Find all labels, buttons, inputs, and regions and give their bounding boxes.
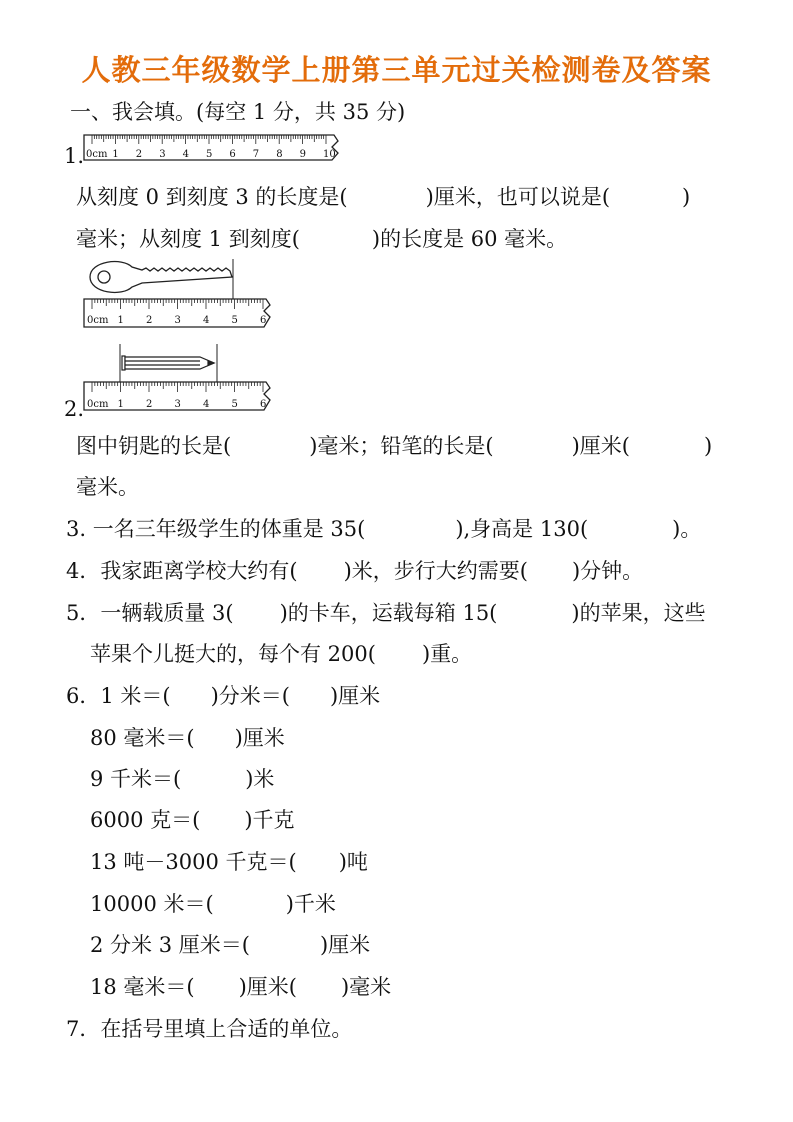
q6-text: )千克 — [244, 808, 295, 832]
q2-text-a: 图中钥匙的长是( — [76, 434, 232, 458]
q6-text: 6．1 米＝( — [66, 684, 171, 708]
pencil-on-ruler-figure — [82, 342, 282, 418]
ruler-number: 1 — [117, 399, 124, 410]
ruler-number: 1 — [117, 315, 124, 326]
ruler-number: 3 — [159, 149, 166, 160]
ruler-number: 9 — [299, 149, 306, 160]
q5-text-b: )的卡车，运载每箱 15( — [279, 601, 498, 625]
q4-text-a: 4．我家距离学校大约有( — [66, 559, 298, 583]
q6-line-6 — [90, 890, 336, 918]
q6-text: 2 分米 3 厘米＝( — [90, 933, 250, 957]
q6-line-2 — [90, 724, 285, 752]
ruler-number: 7 — [252, 149, 260, 160]
q6-line-7 — [90, 931, 370, 959]
q6-text: 13 吨－3000 千克＝( — [90, 850, 297, 874]
q5-text-c: )的苹果，这些 — [571, 601, 706, 625]
ruler-number: 1 — [112, 149, 119, 160]
ruler-number: 6 — [260, 315, 267, 326]
q2-text-b: )毫米；铅笔的长是( — [309, 434, 494, 458]
q6-text: 6000 克＝( — [90, 808, 201, 832]
ruler-number: 5 — [231, 399, 238, 410]
ruler-number: 3 — [174, 399, 181, 410]
q6-text: )吨 — [338, 850, 368, 874]
q1-text-e: )的长度是 60 毫米。 — [371, 227, 568, 251]
q6-line-1 — [66, 682, 380, 710]
q2-text-d: ) — [703, 434, 713, 458]
key-icon — [90, 262, 232, 293]
page-title: 人教三年级数学上册第三单元过关检测卷及答案 — [81, 53, 712, 87]
q1-text-b: )厘米，也可以说是( — [425, 185, 611, 209]
q6-text: )厘米 — [329, 684, 381, 708]
q3-text-c: )。 — [672, 517, 702, 541]
q7-line: 7．在括号里填上合适的单位。 — [66, 1017, 353, 1041]
q6-text: 80 毫米＝( — [90, 726, 195, 750]
q1-line1 — [76, 183, 746, 211]
ruler-number: 10 — [323, 149, 336, 160]
q1-line2 — [76, 225, 567, 253]
key-on-ruler-figure — [82, 255, 282, 335]
q1-text-d: 毫米；从刻度 1 到刻度( — [76, 227, 300, 251]
q1-text-a: 从刻度 0 到刻度 3 的长度是( — [76, 185, 348, 209]
q2-line1 — [76, 432, 746, 460]
q3-text-a: 3. 一名三年级学生的体重是 35( — [66, 517, 366, 541]
q5-line2 — [90, 640, 472, 668]
ruler-number: 5 — [231, 315, 238, 326]
q6-text: 18 毫米＝( — [90, 975, 195, 999]
ruler-unit-label: 0cm — [87, 315, 109, 326]
ruler-number: 6 — [229, 149, 236, 160]
q5-text-a: 5．一辆载质量 3( — [66, 601, 234, 625]
ruler-number: 8 — [276, 149, 283, 160]
q3-text-b: ),身高是 130( — [455, 517, 589, 541]
q6-text: )米 — [245, 767, 275, 791]
q6-line-8 — [90, 973, 391, 1001]
ruler-number: 5 — [206, 149, 213, 160]
q6-text: )厘米( — [238, 975, 297, 999]
q5-text-d: 苹果个儿挺大的，每个有 200( — [90, 642, 376, 666]
pencil-icon — [122, 356, 214, 370]
ruler-number: 2 — [146, 399, 153, 410]
ruler-number: 6 — [260, 399, 267, 410]
q4-text-b: )米，步行大约需要( — [343, 559, 528, 583]
q4-text-c: )分钟。 — [571, 559, 644, 583]
ruler-unit-label: 0cm — [86, 149, 108, 160]
q2-number: 2. — [64, 397, 85, 421]
q4-line — [66, 557, 643, 585]
q5-line1 — [66, 599, 746, 627]
ruler-number: 4 — [203, 399, 210, 410]
ruler-10cm — [82, 133, 344, 163]
q6-text: )分米＝( — [210, 684, 290, 708]
ruler-number: 2 — [146, 315, 153, 326]
q6-line-4 — [90, 806, 295, 834]
q3-line — [66, 515, 701, 543]
ruler-number: 4 — [203, 315, 210, 326]
ruler-number: 3 — [174, 315, 181, 326]
q6-text: )千米 — [285, 892, 336, 916]
q6-text: )厘米 — [319, 933, 371, 957]
q6-text: )毫米 — [340, 975, 392, 999]
q6-text: 10000 米＝( — [90, 892, 214, 916]
q5-text-e: )重。 — [421, 642, 473, 666]
q6-text: )厘米 — [234, 726, 285, 750]
section-heading: 一、我会填。(每空 1 分，共 35 分) — [70, 100, 406, 124]
q1-number: 1. — [64, 144, 85, 168]
ruler-number: 2 — [135, 149, 143, 160]
q6-line-5 — [90, 848, 368, 876]
q6-line-3 — [90, 765, 274, 793]
q6-text: 9 千米＝( — [90, 767, 182, 791]
q2-text-c: )厘米( — [571, 434, 630, 458]
ruler-unit-label: 0cm — [87, 399, 109, 410]
q2-line2: 毫米。 — [76, 475, 139, 499]
ruler-number: 4 — [182, 149, 189, 160]
q1-text-c: ) — [682, 185, 691, 209]
